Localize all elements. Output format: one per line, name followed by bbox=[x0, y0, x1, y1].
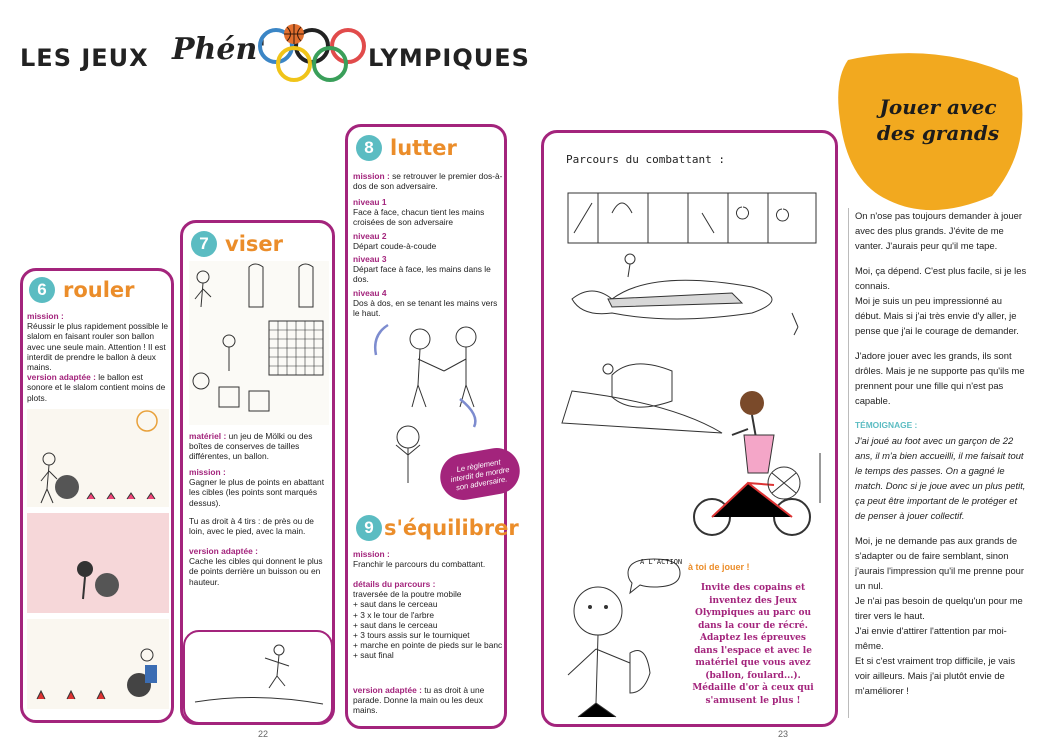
mission-block: mission : Réussir le plus rapidement possible le slalom en faisant rouler son ballon avec une seule main. Attention ! Il est interdit de prendre le ballon à deux mains. version adaptée : le ballon est sonore et le slalom contient moins de plots. bbox=[27, 311, 169, 403]
paragraph: Moi, ça dépend. C'est plus facile, si je les connais. Moi je suis un peu impressionné au début. Mais si j'ai très envie d'y aller, je pense que j'ai le courage de demander. bbox=[855, 265, 1027, 336]
section-title: rouler bbox=[63, 278, 135, 302]
shots-text: Tu as droit à 4 tirs : de près ou de loin, avec le pied, avec la main. bbox=[189, 516, 314, 537]
level-item: niveau 3 Départ face à face, les mains dans le dos. bbox=[353, 254, 491, 285]
invite-heading: à toi de jouer ! bbox=[688, 562, 750, 572]
level-item: niveau 2 Départ coude-à-coude bbox=[353, 230, 437, 251]
section-number: 8 bbox=[356, 135, 382, 161]
level-item: niveau 4 Dos à dos, en se tenant les mains vers le haut. bbox=[353, 287, 498, 319]
paragraph: J'adore jouer avec les grands, ils sont drôles. Mais je ne supporte pas qu'ils me prennent pour une fille qui n'est pas capable. bbox=[855, 350, 1025, 406]
drawing-strip bbox=[183, 630, 333, 724]
testimony-label: TÉMOIGNAGE : bbox=[855, 420, 918, 430]
adapted-block: version adaptée : tu as droit à une parade. Donne la main ou les deux mains. bbox=[353, 685, 485, 716]
course-details: détails du parcours : traversée de la poutre mobile + saut dans le cerceau + 3 x le tour de l'arbre + saut dans le cerceau + 3 tours assis sur le tourniquet + marche en pointe de pieds sur le banc + saut final bbox=[353, 579, 503, 661]
sidebar-text bbox=[848, 208, 1028, 718]
paragraph: On n'ose pas toujours demander à jouer avec des plus grands. J'évite de me vanter. J'aurais peur qu'il me tape. bbox=[855, 210, 1022, 251]
section-title: s'équilibrer bbox=[384, 516, 519, 540]
sidebar-title: Jouer avec des grands bbox=[876, 95, 1000, 145]
olympic-rings-icon bbox=[256, 22, 368, 90]
level-item: niveau 1 Face à face, chacun tient les mains croisées de son adversaire bbox=[353, 197, 485, 228]
invite-text: Invite des copains et inventez des Jeux Olympiques au parc ou dans la cour de récré. Adaptez les épreuves dans l'espace et avec le matériel que vous avez (ballon, foulard...). Médaille d'or à ceux qui s'amusent le plus ! bbox=[692, 583, 814, 706]
child-drawing-balance bbox=[185, 632, 331, 722]
adapted-block: version adaptée : Cache les cibles qui donnent le plus de points derrière un buisson ou en hauteur. bbox=[189, 546, 323, 587]
testimony-text: J'ai joué au foot avec un garçon de 22 ans, il m'a bien accueilli, il me faisait tout le temps des passes. On a gagné le match. Donc si je joue avec un plus petit, ça peut être important de le protéger et de penser à jouer collectif. bbox=[855, 435, 1026, 521]
child-drawing-parcours bbox=[552, 173, 832, 553]
closing-text: Moi, je ne demande pas aux grands de s'adapter ou de faire semblant, sinon j'aurais l'impression qu'il me prenne pour un nul. Je n'ai pas besoin de quelqu'un pour me tirer vers le haut. J'ai envie d'attirer l'attention par moi-même. Et si c'est vraiment trop difficile, je vais voir ailleurs. Mais j'ai plutôt envie de m'améliorer ! bbox=[855, 535, 1024, 696]
card-rouler bbox=[20, 268, 174, 723]
mission-block: mission : Gagner le plus de points en abattant les cibles (les points sont marqués dessus). bbox=[189, 467, 325, 508]
mission-block: mission : Franchir le parcours du combattant. bbox=[353, 549, 486, 570]
page-number-left: 22 bbox=[258, 729, 269, 739]
child-drawing-rouler bbox=[27, 409, 169, 709]
child-drawing-invite bbox=[558, 553, 688, 718]
section-number: 7 bbox=[191, 231, 217, 257]
basketball-icon bbox=[284, 24, 304, 44]
title-right: LYMPIQUES bbox=[368, 44, 530, 72]
page-number-right: 23 bbox=[778, 729, 789, 739]
title-script: Phén' bbox=[172, 32, 267, 67]
levels-list bbox=[353, 197, 503, 318]
section-title: viser bbox=[225, 232, 283, 256]
section-number: 6 bbox=[29, 277, 55, 303]
section-title: lutter bbox=[390, 136, 457, 160]
title-left: LES JEUX bbox=[20, 44, 149, 72]
section-number: 9 bbox=[356, 515, 382, 541]
page-title bbox=[20, 22, 530, 92]
mission-block: mission : se retrouver le premier dos-à-dos de son adversaire. bbox=[353, 171, 503, 192]
speech-text: A L'ACTION bbox=[640, 558, 683, 566]
drawing-caption: Parcours du combattant : bbox=[566, 153, 725, 166]
child-drawing-viser bbox=[189, 261, 329, 425]
material-block: matériel : un jeu de Mölki ou des boîtes de conserves de tailles différentes, un ballon. bbox=[189, 431, 313, 462]
card-lutter bbox=[345, 124, 519, 729]
rule-note-badge: Le règlement interdit de mordre son adversaire. bbox=[437, 444, 524, 503]
